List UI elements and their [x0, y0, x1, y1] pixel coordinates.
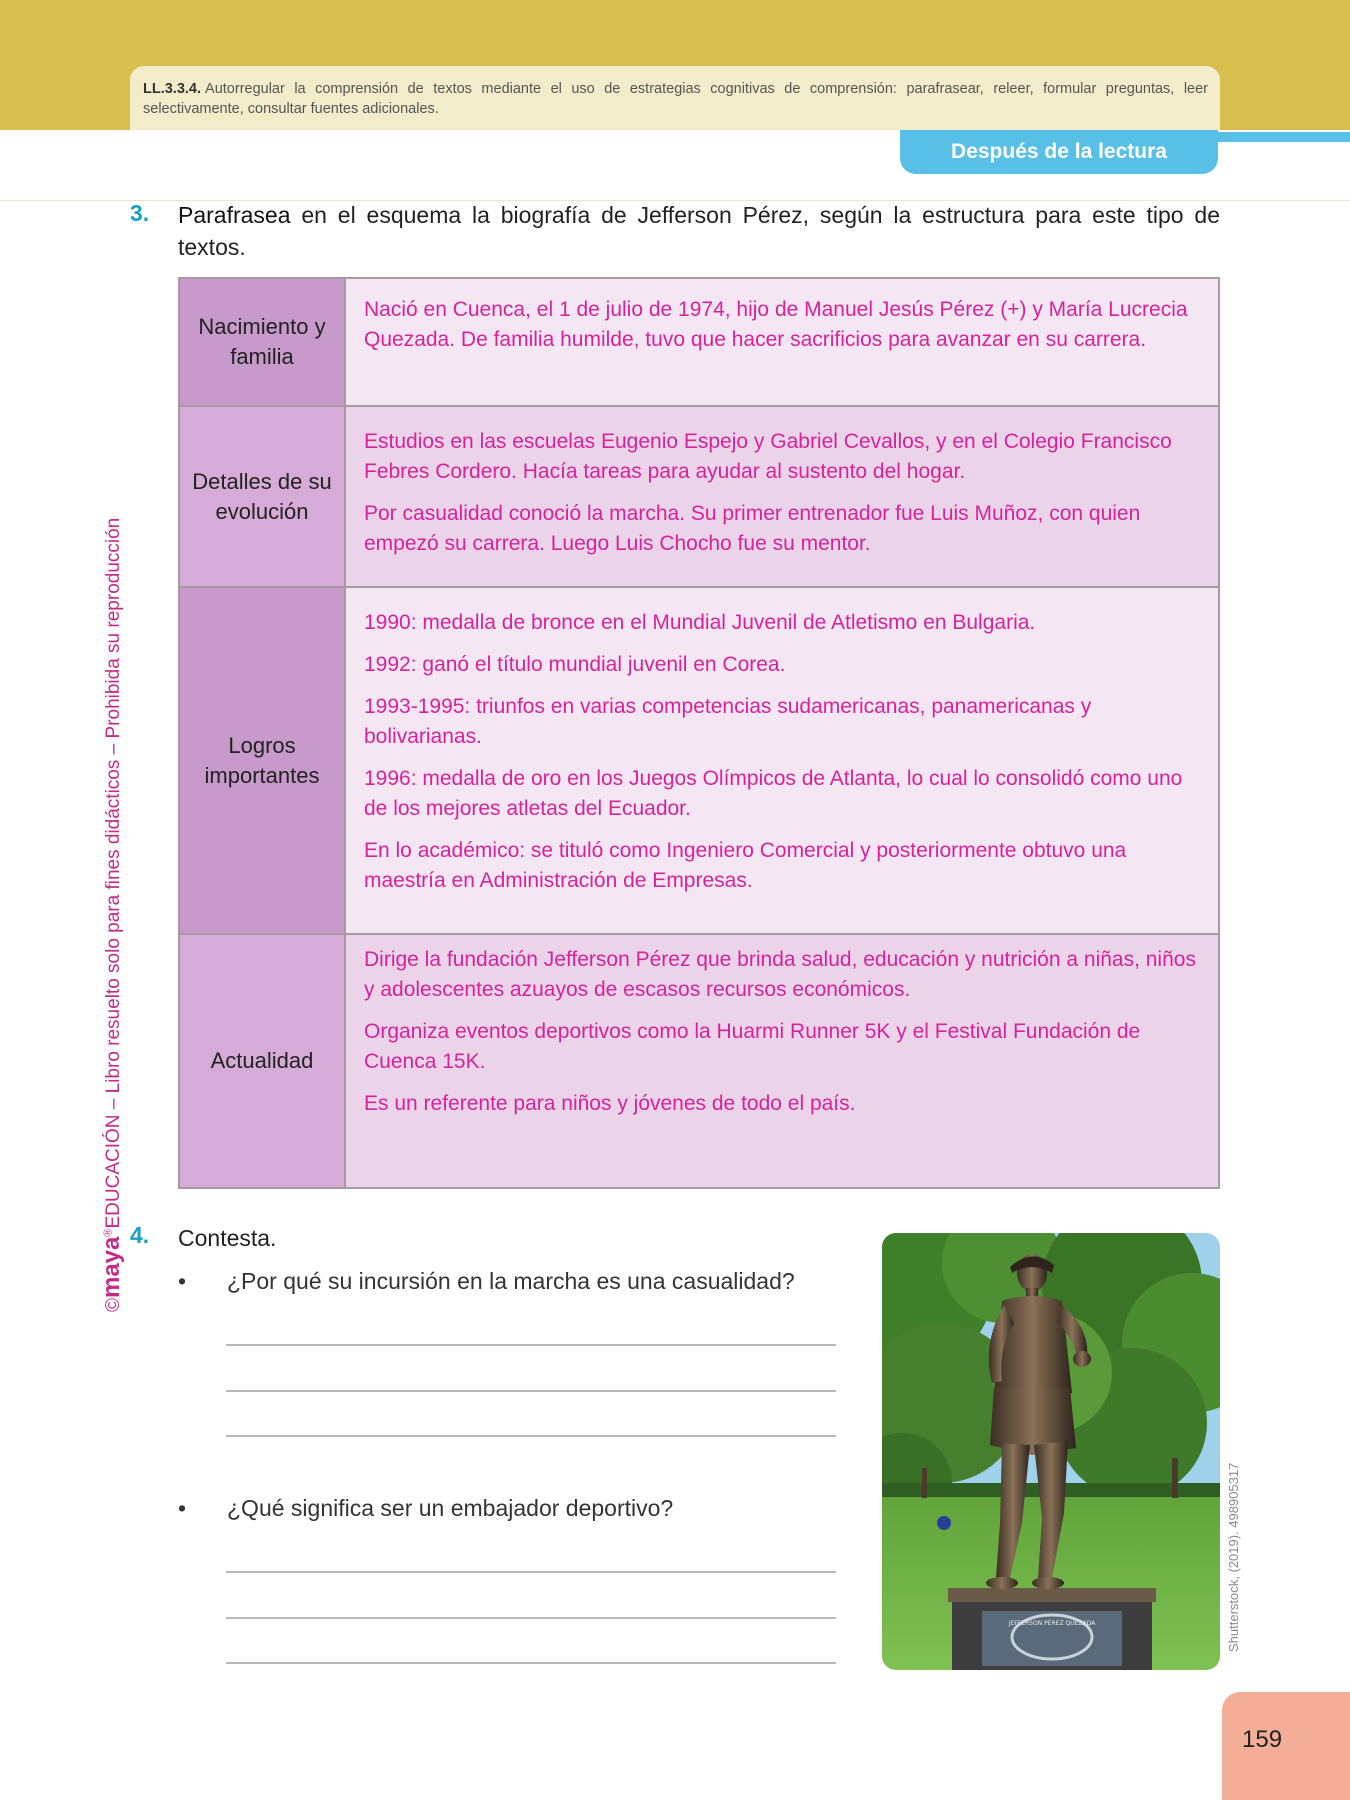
- question-3-instruction: en el esquema la biografía de Jefferson Pérez, según la estructura para este tipo de textos.: [178, 202, 1220, 260]
- question-4-text: Contesta.: [178, 1225, 277, 1251]
- question-3-text: [178, 199, 1220, 263]
- section-tab: Después de la lectura: [900, 130, 1218, 174]
- row-content: [345, 934, 1219, 1188]
- statue-illustration: [882, 1233, 1220, 1670]
- answer-line[interactable]: [226, 1390, 836, 1392]
- question-4: [130, 1222, 830, 1262]
- answer-text: Estudios en las escuelas Eugenio Espejo y Gabriel Cevallos, y en el Colegio Francisco Febres Cordero. Hacía tareas para ayudar al sustento del hogar.: [364, 430, 1172, 483]
- table-row: [179, 587, 1219, 934]
- question-3-keyword: Parafrasea: [178, 202, 291, 228]
- registered-mark: ®: [102, 1228, 115, 1237]
- bullet-marker: •: [178, 1268, 187, 1294]
- row-label: Detalles de su evolución: [179, 406, 345, 587]
- answer-text: Por casualidad conoció la marcha. Su primer entrenador fue Luis Muñoz, con quien empezó su carrera. Luego Luis Chocho fue su mentor.: [364, 502, 1141, 555]
- row-label: Logros importantes: [179, 587, 345, 934]
- bullet-marker: •: [178, 1495, 187, 1521]
- answer-line[interactable]: [226, 1617, 836, 1619]
- skill-text: Autorregular la comprensión de textos mediante el uso de estrategias cognitivas de comprensión: parafrasear, releer, formular preguntas, leer selectivamente, consultar fuentes adicionales.: [143, 81, 1208, 117]
- question-3: [130, 199, 1220, 269]
- answer-text: Organiza eventos deportivos como la Huarmi Runner 5K y el Festival Fundación de Cuenca 15K.: [364, 1020, 1141, 1073]
- row-content: [345, 587, 1219, 934]
- prompt-1-text: ¿Por qué su incursión en la marcha es una casualidad?: [227, 1268, 795, 1294]
- copyright-symbol: ©: [103, 1298, 124, 1312]
- question-3-number: 3.: [130, 200, 150, 226]
- answer-text: 1996: medalla de oro en los Juegos Olímpicos de Atlanta, lo cual lo consolidó como uno de los mejores atletas del Ecuador.: [364, 767, 1183, 820]
- answer-line[interactable]: [226, 1435, 836, 1437]
- row-label: Actualidad: [179, 934, 345, 1188]
- answer-text: Dirige la fundación Jefferson Pérez que brinda salud, educación y nutrición a niñas, niños y adolescentes azuayos de escasos recursos económicos.: [364, 948, 1196, 1001]
- prompt-2-text: ¿Qué significa ser un embajador deportivo?: [227, 1495, 674, 1521]
- answer-line[interactable]: [226, 1662, 836, 1664]
- plaque-text: JEFFERSON PÉREZ QUEZADA: [1008, 1620, 1096, 1627]
- page-number: 159: [1222, 1692, 1350, 1800]
- skill-code: LL.3.3.4.: [143, 81, 202, 97]
- table-row: [179, 278, 1219, 406]
- answer-text: En lo académico: se tituló como Ingeniero Comercial y posteriormente obtuvo una maestría en Administración de Empresas.: [364, 839, 1127, 892]
- biography-table: [178, 277, 1220, 1189]
- answer-text: 1990: medalla de bronce en el Mundial Juvenil de Atletismo en Bulgaria.: [364, 611, 1036, 634]
- statue-photo: [882, 1233, 1220, 1670]
- answer-line[interactable]: [226, 1344, 836, 1346]
- table-row: [179, 934, 1219, 1188]
- side-copyright: [98, 518, 126, 1312]
- skill-box: [130, 66, 1220, 130]
- question-4-number: 4.: [130, 1222, 150, 1248]
- row-content: [345, 406, 1219, 587]
- photo-credit: Shutterstock, (2019). 498905317: [1226, 1462, 1241, 1652]
- answer-text: Es un referente para niños y jóvenes de todo el país.: [364, 1092, 856, 1115]
- answer-line[interactable]: [226, 1571, 836, 1573]
- answer-text: 1992: ganó el título mundial juvenil en Corea.: [364, 653, 786, 676]
- row-label: Nacimiento y familia: [179, 278, 345, 406]
- row-content: [345, 278, 1219, 406]
- answer-text: 1993-1995: triunfos en varias competencias sudamericanas, panamericanas y bolivarianas.: [364, 695, 1092, 748]
- table-row: [179, 406, 1219, 587]
- brand-logo-text: maya: [98, 1236, 125, 1298]
- answer-text: Nació en Cuenca, el 1 de julio de 1974, hijo de Manuel Jesús Pérez (+) y María Lucrecia Quezada. De familia humilde, tuvo que hacer sacrificios para avanzar en su carrera.: [364, 298, 1188, 351]
- side-copyright-text: EDUCACIÓN – Libro resuelto solo para fines didácticos – Prohibida su reproducción: [103, 517, 124, 1229]
